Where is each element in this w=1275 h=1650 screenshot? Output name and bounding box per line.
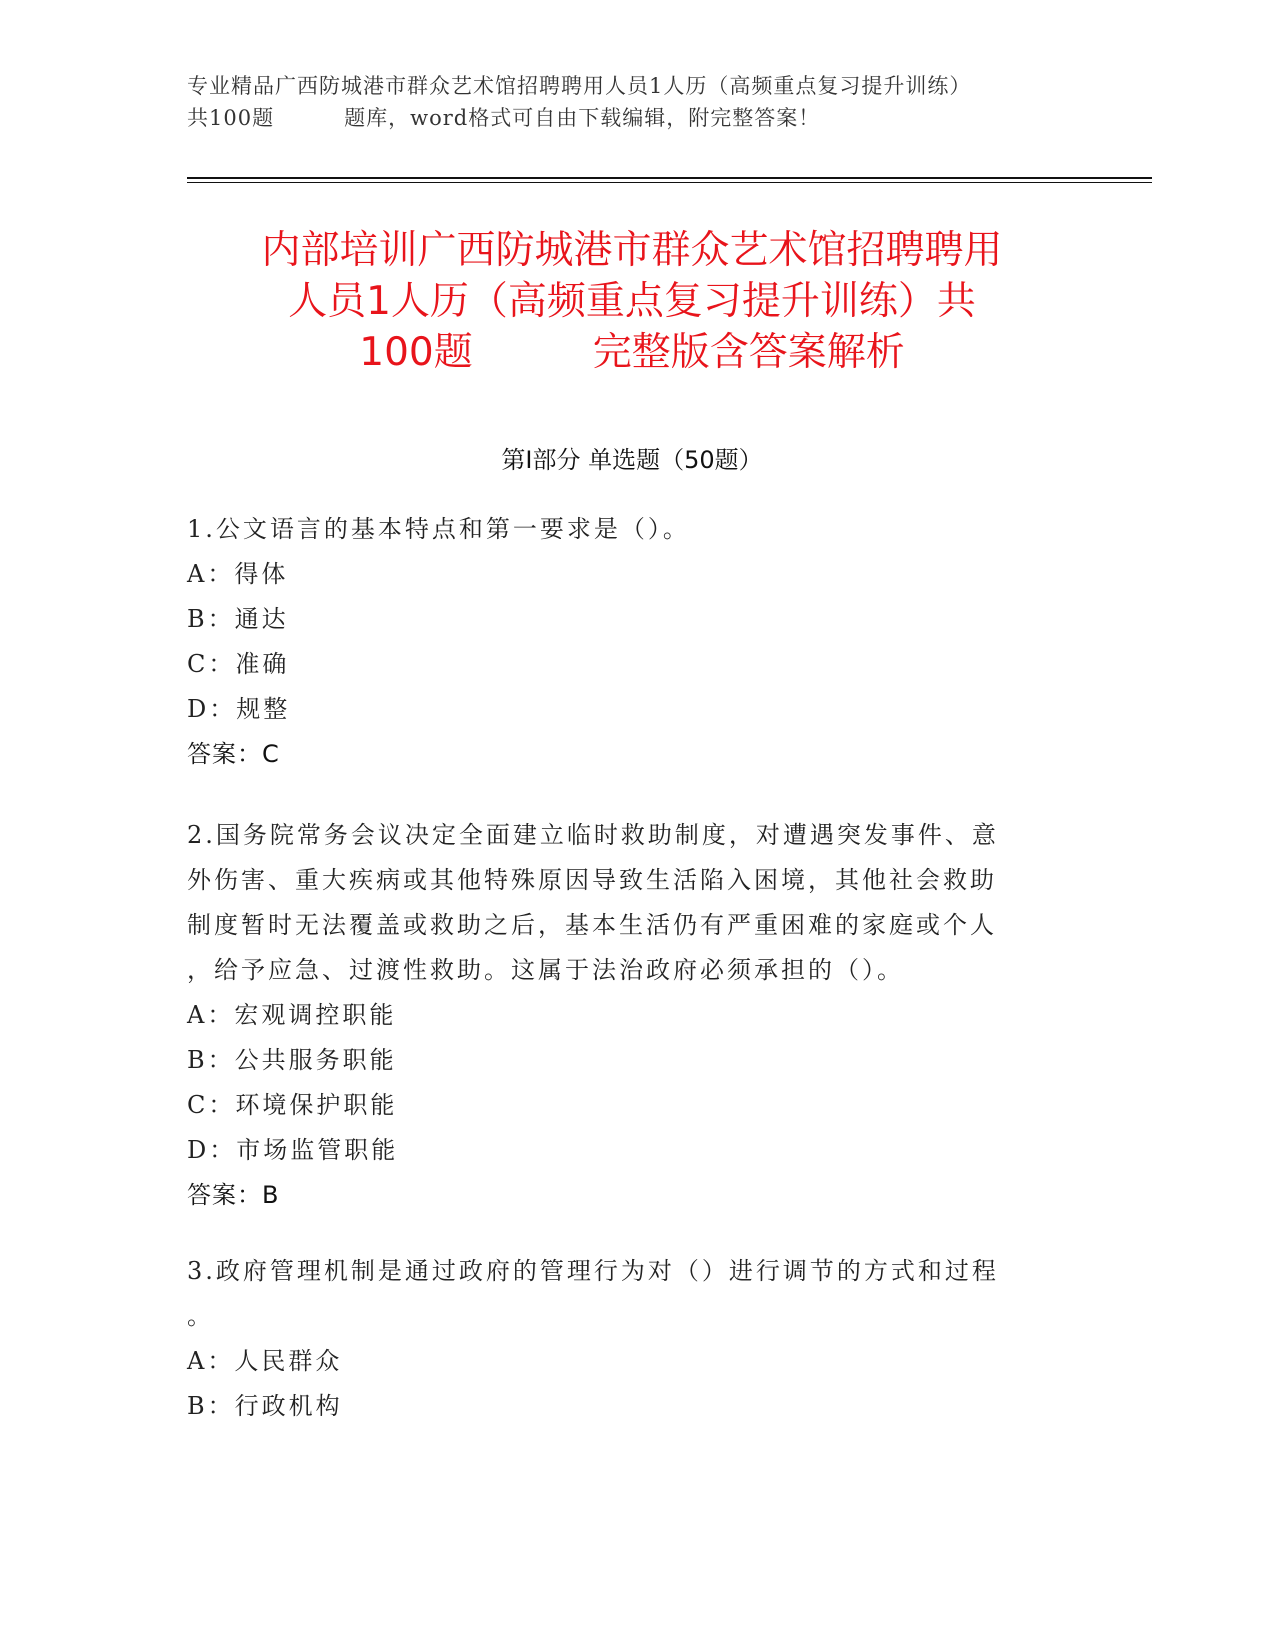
question-text-line: 外伤害、重大疾病或其他特殊原因导致生活陷入困境，其他社会救助 xyxy=(187,866,997,894)
option-b: B：通达 xyxy=(187,605,289,633)
option-b: B：公共服务职能 xyxy=(187,1046,397,1074)
header-description: 题库，word格式可自由下载编辑，附完整答案！ xyxy=(344,106,821,130)
question-text-line: 制度暂时无法覆盖或救助之后，基本生活仍有严重困难的家庭或个人 xyxy=(187,911,997,939)
question-text: 1.公文语言的基本特点和第一要求是（）。 xyxy=(187,515,690,543)
answer: 答案：B xyxy=(187,1181,280,1209)
header-question-count: 共100题 xyxy=(187,106,275,130)
document-title xyxy=(187,225,1077,378)
option-a: A：宏观调控职能 xyxy=(187,1001,397,1029)
option-a: A：得体 xyxy=(187,560,289,588)
option-b: B：行政机构 xyxy=(187,1392,343,1420)
option-d: D：规整 xyxy=(187,695,291,723)
header-line-2 xyxy=(187,102,1087,134)
header-divider-thick xyxy=(187,177,1152,179)
section-heading: 第Ⅰ部分 单选题（50题） xyxy=(501,446,763,474)
question-text-line: 3.政府管理机制是通过政府的管理行为对（）进行调节的方式和过程 xyxy=(187,1257,999,1285)
header-divider-thin xyxy=(187,182,1152,183)
option-d: D：市场监管职能 xyxy=(187,1136,399,1164)
option-c: C：准确 xyxy=(187,650,290,678)
title-subtitle: 完整版含答案解析 xyxy=(592,330,905,375)
title-line-1: 内部培训广西防城港市群众艺术馆招聘聘用 xyxy=(261,228,1003,273)
question-1 xyxy=(187,507,1067,777)
question-3 xyxy=(187,1249,1067,1429)
header-line-1: 专业精品广西防城港市群众艺术馆招聘聘用人员1人历（高频重点复习提升训练） xyxy=(187,74,972,98)
question-text-line: 2.国务院常务会议决定全面建立临时救助制度，对遭遇突发事件、意 xyxy=(187,821,999,849)
option-a: A：人民群众 xyxy=(187,1347,343,1375)
title-count: 100题 xyxy=(359,330,473,375)
answer: 答案：C xyxy=(187,740,280,768)
title-line-2: 人员1人历（高频重点复习提升训练）共 xyxy=(288,279,976,324)
question-text-line: ，给予应急、过渡性救助。这属于法治政府必须承担的（）。 xyxy=(187,956,904,984)
question-text-line: 。 xyxy=(187,1302,214,1330)
question-2 xyxy=(187,813,1067,1218)
title-line-3 xyxy=(187,327,1077,378)
document-header xyxy=(187,70,1087,134)
option-c: C：环境保护职能 xyxy=(187,1091,398,1119)
